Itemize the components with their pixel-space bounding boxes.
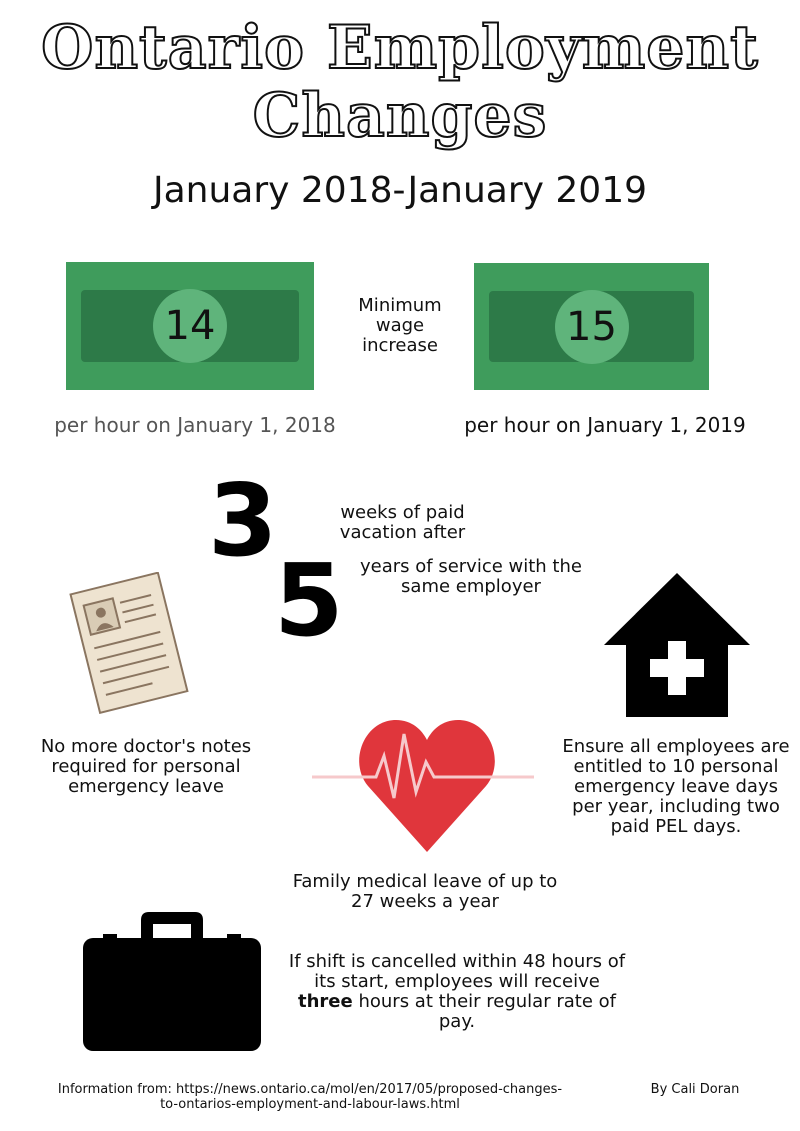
bill-left (66, 262, 314, 390)
wage-right-caption: per hour on January 1, 2019 (464, 413, 746, 437)
wage-left-caption: per hour on January 1, 2018 (54, 413, 336, 437)
heart-heartbeat-icon (312, 716, 534, 856)
wage-center-label: Minimum wage increase (358, 295, 442, 356)
title-line-1: Ontario Employment (41, 13, 759, 83)
shift-text-before: If shift is cancelled within 48 hours of its start, employees will receive (288, 951, 626, 992)
subtitle: January 2018-January 2019 (152, 170, 648, 211)
doctor-notes-text: No more doctor's notes required for personal emergency leave (40, 736, 252, 797)
author-credit: By Cali Doran (650, 1082, 740, 1097)
shift-cancel-text (286, 952, 628, 1032)
bill-right (474, 263, 709, 390)
vacation-weeks-number: 3 (208, 462, 278, 579)
hospital-house-icon (604, 573, 750, 717)
source-citation: Information from: https://news.ontario.ca/mol/en/2017/05/proposed-changes-to-ontarios-employment-and-labour-laws.html (57, 1082, 563, 1112)
vacation-years-number: 5 (274, 542, 344, 659)
briefcase-icon (83, 912, 261, 1051)
bill-left-value: 14 (153, 289, 227, 363)
document-icon (62, 572, 194, 714)
title-line-2: Changes (252, 81, 548, 151)
vacation-years-text: years of service with the same employer (360, 556, 582, 597)
shift-text-bold: three (298, 991, 353, 1012)
pel-days-text: Ensure all employees are entitled to 10 personal emergency leave days per year, including two paid PEL days. (562, 736, 790, 837)
family-leave-text: Family medical leave of up to 27 weeks a year (292, 871, 558, 912)
shift-text-after: hours at their regular rate of pay. (358, 991, 616, 1032)
bill-right-value: 15 (555, 290, 629, 364)
vacation-weeks-text: weeks of paid vacation after (339, 502, 466, 543)
